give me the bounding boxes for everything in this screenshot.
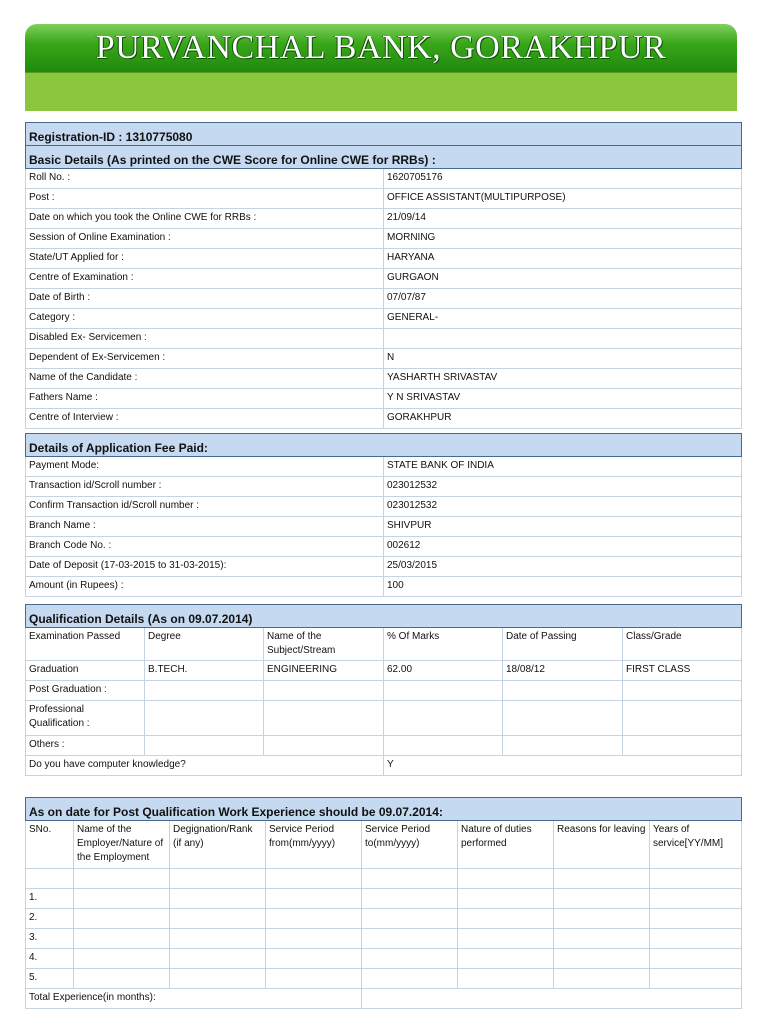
work-spacer-row <box>26 869 742 889</box>
total-experience-label: Total Experience(in months): <box>26 989 362 1009</box>
qualification-cell <box>145 736 264 756</box>
field-value: N <box>384 349 742 369</box>
field-value: MORNING <box>384 229 742 249</box>
serial-number: 1. <box>26 889 74 909</box>
field-value <box>384 329 742 349</box>
serial-number: 3. <box>26 929 74 949</box>
field-value: 21/09/14 <box>384 209 742 229</box>
fee-details-table <box>25 433 742 597</box>
qualification-cell <box>384 736 503 756</box>
work-cell <box>26 869 74 889</box>
basic-detail-row <box>26 249 742 269</box>
work-cell <box>170 909 266 929</box>
basic-detail-row <box>26 329 742 349</box>
work-cell <box>170 869 266 889</box>
field-value: 023012532 <box>384 477 742 497</box>
field-label: State/UT Applied for : <box>26 249 384 269</box>
field-value: 1620705176 <box>384 169 742 189</box>
qualification-cell <box>623 736 742 756</box>
work-cell <box>458 949 554 969</box>
work-experience-row <box>26 949 742 969</box>
work-cell <box>74 869 170 889</box>
field-value: GENERAL- <box>384 309 742 329</box>
work-cell <box>362 969 458 989</box>
qualification-cell <box>503 701 623 736</box>
column-header: % Of Marks <box>384 628 503 661</box>
column-header: Degree <box>145 628 264 661</box>
total-experience-row <box>26 989 742 1009</box>
column-header: Name of the Employer/Nature of the Employment <box>74 821 170 869</box>
field-value: 023012532 <box>384 497 742 517</box>
field-label: Branch Name : <box>26 517 384 537</box>
qualification-column-headers <box>26 628 742 661</box>
qualification-cell: 18/08/12 <box>503 661 623 681</box>
field-label: Name of the Candidate : <box>26 369 384 389</box>
column-header: Reasons for leaving <box>554 821 650 869</box>
qualification-cell <box>145 701 264 736</box>
field-value: 07/07/87 <box>384 289 742 309</box>
registration-id: Registration-ID : 1310775080 <box>26 123 742 146</box>
column-header: Name of the Subject/Stream <box>264 628 384 661</box>
qualification-cell <box>145 681 264 701</box>
basic-detail-row <box>26 169 742 189</box>
qualification-row <box>26 701 742 736</box>
column-header: Service Period to(mm/yyyy) <box>362 821 458 869</box>
work-cell <box>170 949 266 969</box>
work-cell <box>362 929 458 949</box>
work-cell <box>554 969 650 989</box>
field-label: Transaction id/Scroll number : <box>26 477 384 497</box>
work-experience-row <box>26 929 742 949</box>
banner-title-bar <box>25 24 737 72</box>
qualification-row <box>26 736 742 756</box>
fee-detail-row <box>26 577 742 597</box>
column-header: Class/Grade <box>623 628 742 661</box>
work-cell <box>266 889 362 909</box>
fee-details-heading: Details of Application Fee Paid: <box>26 434 742 457</box>
qualification-heading: Qualification Details (As on 09.07.2014) <box>26 605 742 628</box>
work-cell <box>266 949 362 969</box>
fee-detail-row <box>26 497 742 517</box>
field-value: SHIVPUR <box>384 517 742 537</box>
field-value: Y N SRIVASTAV <box>384 389 742 409</box>
field-label: Date on which you took the Online CWE for RRBs : <box>26 209 384 229</box>
qualification-cell: B.TECH. <box>145 661 264 681</box>
field-label: Category : <box>26 309 384 329</box>
work-cell <box>266 909 362 929</box>
field-value: GURGAON <box>384 269 742 289</box>
basic-detail-row <box>26 369 742 389</box>
work-cell <box>74 929 170 949</box>
work-cell <box>266 929 362 949</box>
fee-detail-row <box>26 477 742 497</box>
qualification-row <box>26 661 742 681</box>
qualification-table <box>25 604 742 776</box>
qualification-cell: 62.00 <box>384 661 503 681</box>
qualification-cell: Professional Qualification : <box>26 701 145 736</box>
field-label: Fathers Name : <box>26 389 384 409</box>
fee-detail-row <box>26 557 742 577</box>
field-label: Centre of Examination : <box>26 269 384 289</box>
work-cell <box>266 869 362 889</box>
work-cell <box>170 929 266 949</box>
work-experience-row <box>26 909 742 929</box>
field-label: Payment Mode: <box>26 457 384 477</box>
field-value: 25/03/2015 <box>384 557 742 577</box>
qualification-cell <box>264 736 384 756</box>
work-experience-row <box>26 889 742 909</box>
work-cell <box>554 929 650 949</box>
basic-detail-row <box>26 349 742 369</box>
field-value: OFFICE ASSISTANT(MULTIPURPOSE) <box>384 189 742 209</box>
work-cell <box>74 889 170 909</box>
field-label: Dependent of Ex-Servicemen : <box>26 349 384 369</box>
work-cell <box>362 909 458 929</box>
work-cell <box>170 889 266 909</box>
qualification-cell: Graduation <box>26 661 145 681</box>
basic-detail-row <box>26 389 742 409</box>
basic-detail-row <box>26 189 742 209</box>
column-header: Degignation/Rank (if any) <box>170 821 266 869</box>
field-value: 100 <box>384 577 742 597</box>
work-cell <box>458 889 554 909</box>
field-label: Do you have computer knowledge? <box>26 756 384 776</box>
field-value: YASHARTH SRIVASTAV <box>384 369 742 389</box>
field-value: GORAKHPUR <box>384 409 742 429</box>
work-experience-table <box>25 797 742 1009</box>
qualification-row <box>26 681 742 701</box>
field-label: Disabled Ex- Servicemen : <box>26 329 384 349</box>
field-label: Date of Deposit (17-03-2015 to 31-03-2015): <box>26 557 384 577</box>
computer-knowledge-row <box>26 756 742 776</box>
work-cell <box>266 969 362 989</box>
field-label: Date of Birth : <box>26 289 384 309</box>
qualification-cell <box>623 681 742 701</box>
field-label: Roll No. : <box>26 169 384 189</box>
qualification-cell <box>384 681 503 701</box>
basic-details-table <box>25 122 742 429</box>
qualification-cell <box>264 701 384 736</box>
work-cell <box>554 949 650 969</box>
fee-detail-row <box>26 517 742 537</box>
qualification-cell: FIRST CLASS <box>623 661 742 681</box>
work-cell <box>554 869 650 889</box>
qualification-cell <box>503 736 623 756</box>
field-value: Y <box>384 756 742 776</box>
qualification-cell: Post Graduation : <box>26 681 145 701</box>
work-cell <box>650 869 742 889</box>
field-value: STATE BANK OF INDIA <box>384 457 742 477</box>
basic-detail-row <box>26 309 742 329</box>
work-cell <box>554 909 650 929</box>
serial-number: 4. <box>26 949 74 969</box>
bank-banner <box>25 24 737 110</box>
work-cell <box>458 969 554 989</box>
work-cell <box>362 889 458 909</box>
work-experience-row <box>26 969 742 989</box>
work-cell <box>554 889 650 909</box>
work-cell <box>650 929 742 949</box>
field-label: Amount (in Rupees) : <box>26 577 384 597</box>
bank-title: PURVANCHAL BANK, GORAKHPUR <box>95 29 667 66</box>
work-experience-heading: As on date for Post Qualification Work Experience should be 09.07.2014: <box>26 798 742 821</box>
work-cell <box>650 969 742 989</box>
qualification-cell <box>384 701 503 736</box>
work-cell <box>362 869 458 889</box>
work-cell <box>362 949 458 969</box>
work-cell <box>458 929 554 949</box>
qualification-cell <box>264 681 384 701</box>
field-value: 002612 <box>384 537 742 557</box>
total-experience-value <box>362 989 742 1009</box>
column-header: SNo. <box>26 821 74 869</box>
column-header: Service Period from(mm/yyyy) <box>266 821 362 869</box>
work-cell <box>74 909 170 929</box>
column-header: Date of Passing <box>503 628 623 661</box>
work-cell <box>74 969 170 989</box>
fee-detail-row <box>26 457 742 477</box>
basic-detail-row <box>26 209 742 229</box>
qualification-cell <box>503 681 623 701</box>
basic-details-heading: Basic Details (As printed on the CWE Score for Online CWE for RRBs) : <box>26 146 742 169</box>
serial-number: 5. <box>26 969 74 989</box>
work-cell <box>650 949 742 969</box>
work-column-headers <box>26 821 742 869</box>
fee-detail-row <box>26 537 742 557</box>
basic-detail-row <box>26 289 742 309</box>
work-cell <box>458 869 554 889</box>
field-value: HARYANA <box>384 249 742 269</box>
column-header: Examination Passed <box>26 628 145 661</box>
field-label: Centre of Interview : <box>26 409 384 429</box>
qualification-cell: Others : <box>26 736 145 756</box>
serial-number: 2. <box>26 909 74 929</box>
banner-strip <box>25 72 737 111</box>
work-cell <box>74 949 170 969</box>
basic-detail-row <box>26 229 742 249</box>
work-cell <box>458 909 554 929</box>
field-label: Branch Code No. : <box>26 537 384 557</box>
qualification-cell: ENGINEERING <box>264 661 384 681</box>
qualification-cell <box>623 701 742 736</box>
basic-detail-row <box>26 269 742 289</box>
column-header: Years of service[YY/MM] <box>650 821 742 869</box>
field-label: Session of Online Examination : <box>26 229 384 249</box>
work-cell <box>650 889 742 909</box>
work-cell <box>170 969 266 989</box>
basic-detail-row <box>26 409 742 429</box>
field-label: Confirm Transaction id/Scroll number : <box>26 497 384 517</box>
field-label: Post : <box>26 189 384 209</box>
work-cell <box>650 909 742 929</box>
column-header: Nature of duties performed <box>458 821 554 869</box>
